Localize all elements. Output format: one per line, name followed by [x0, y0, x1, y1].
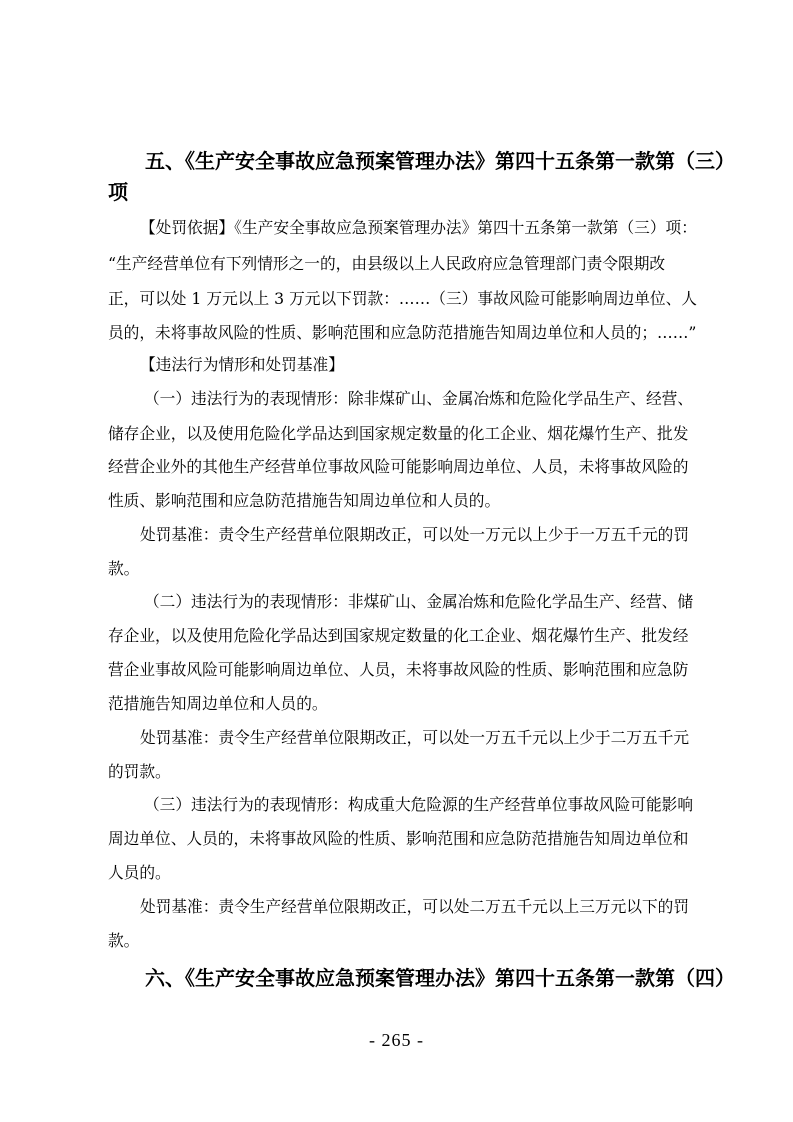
- case-2-penalty-line-2: 的罚款。: [108, 762, 171, 781]
- case-3-penalty-line-2: 款。: [108, 931, 140, 950]
- case-2-penalty-line-1: 处罚基准：责令生产经营单位限期改正，可以处一万五千元以上少于二万五千元: [140, 728, 690, 747]
- case-2-line-1: （二）违法行为的表现情形：非煤矿山、金属冶炼和危险化学品生产、经营、储: [144, 592, 694, 611]
- case-1-line-4: 性质、影响范围和应急防范措施告知周边单位和人员的。: [108, 491, 501, 510]
- basis-line-1: 【处罚依据】《生产安全事故应急预案管理办法》第四十五条第一款第（三）项：: [140, 218, 697, 237]
- basis-line-2: “生产经营单位有下列情形之一的，由县级以上人民政府应急管理部门责令限期改: [108, 254, 666, 273]
- case-1-line-1: （一）违法行为的表现情形：除非煤矿山、金属冶炼和危险化学品生产、经营、: [144, 389, 694, 408]
- case-3-penalty-line-1: 处罚基准：责令生产经营单位限期改正，可以处二万五千元以上三万元以下的罚: [140, 897, 690, 916]
- page-number: - 265 -: [369, 1030, 424, 1050]
- case-3-line-2: 周边单位、人员的，未将事故风险的性质、影响范围和应急防范措施告知周边单位和: [108, 829, 689, 848]
- section-6-title-line1: 六、《生产安全事故应急预案管理办法》第四十五条第一款第（四）: [145, 966, 735, 990]
- case-1-line-2: 储存企业，以及使用危险化学品达到国家规定数量的化工企业、烟花爆竹生产、批发: [108, 424, 689, 443]
- criteria-heading: 【违法行为情形和处罚基准】: [140, 355, 344, 374]
- case-2-line-2: 存企业，以及使用危险化学品达到国家规定数量的化工企业、烟花爆竹生产、批发经: [108, 626, 689, 645]
- section-5-title-line2: 项: [108, 180, 128, 204]
- case-1-penalty-line-2: 款。: [108, 559, 140, 578]
- basis-line-3: 正，可以处 1 万元以上 3 万元以下罚款：……（三）事故风险可能影响周边单位、人: [108, 289, 697, 308]
- case-1-penalty-line-1: 处罚基准：责令生产经营单位限期改正，可以处一万元以上少于一万五千元的罚: [140, 525, 690, 544]
- basis-line-4: 员的，未将事故风险的性质、影响范围和应急防范措施告知周边单位和人员的；……”: [108, 323, 697, 342]
- section-5-title-line1: 五、《生产安全事故应急预案管理办法》第四十五条第一款第（三）: [145, 149, 735, 173]
- case-1-line-3: 经营企业外的其他生产经营单位事故风险可能影响周边单位、人员，未将事故风险的: [108, 457, 689, 476]
- case-2-line-4: 范措施告知周边单位和人员的。: [108, 694, 328, 713]
- case-3-line-3: 人员的。: [108, 863, 171, 882]
- case-2-line-3: 营企业事故风险可能影响周边单位、人员，未将事故风险的性质、影响范围和应急防: [108, 660, 689, 679]
- case-3-line-1: （三）违法行为的表现情形：构成重大危险源的生产经营单位事故风险可能影响: [144, 795, 694, 814]
